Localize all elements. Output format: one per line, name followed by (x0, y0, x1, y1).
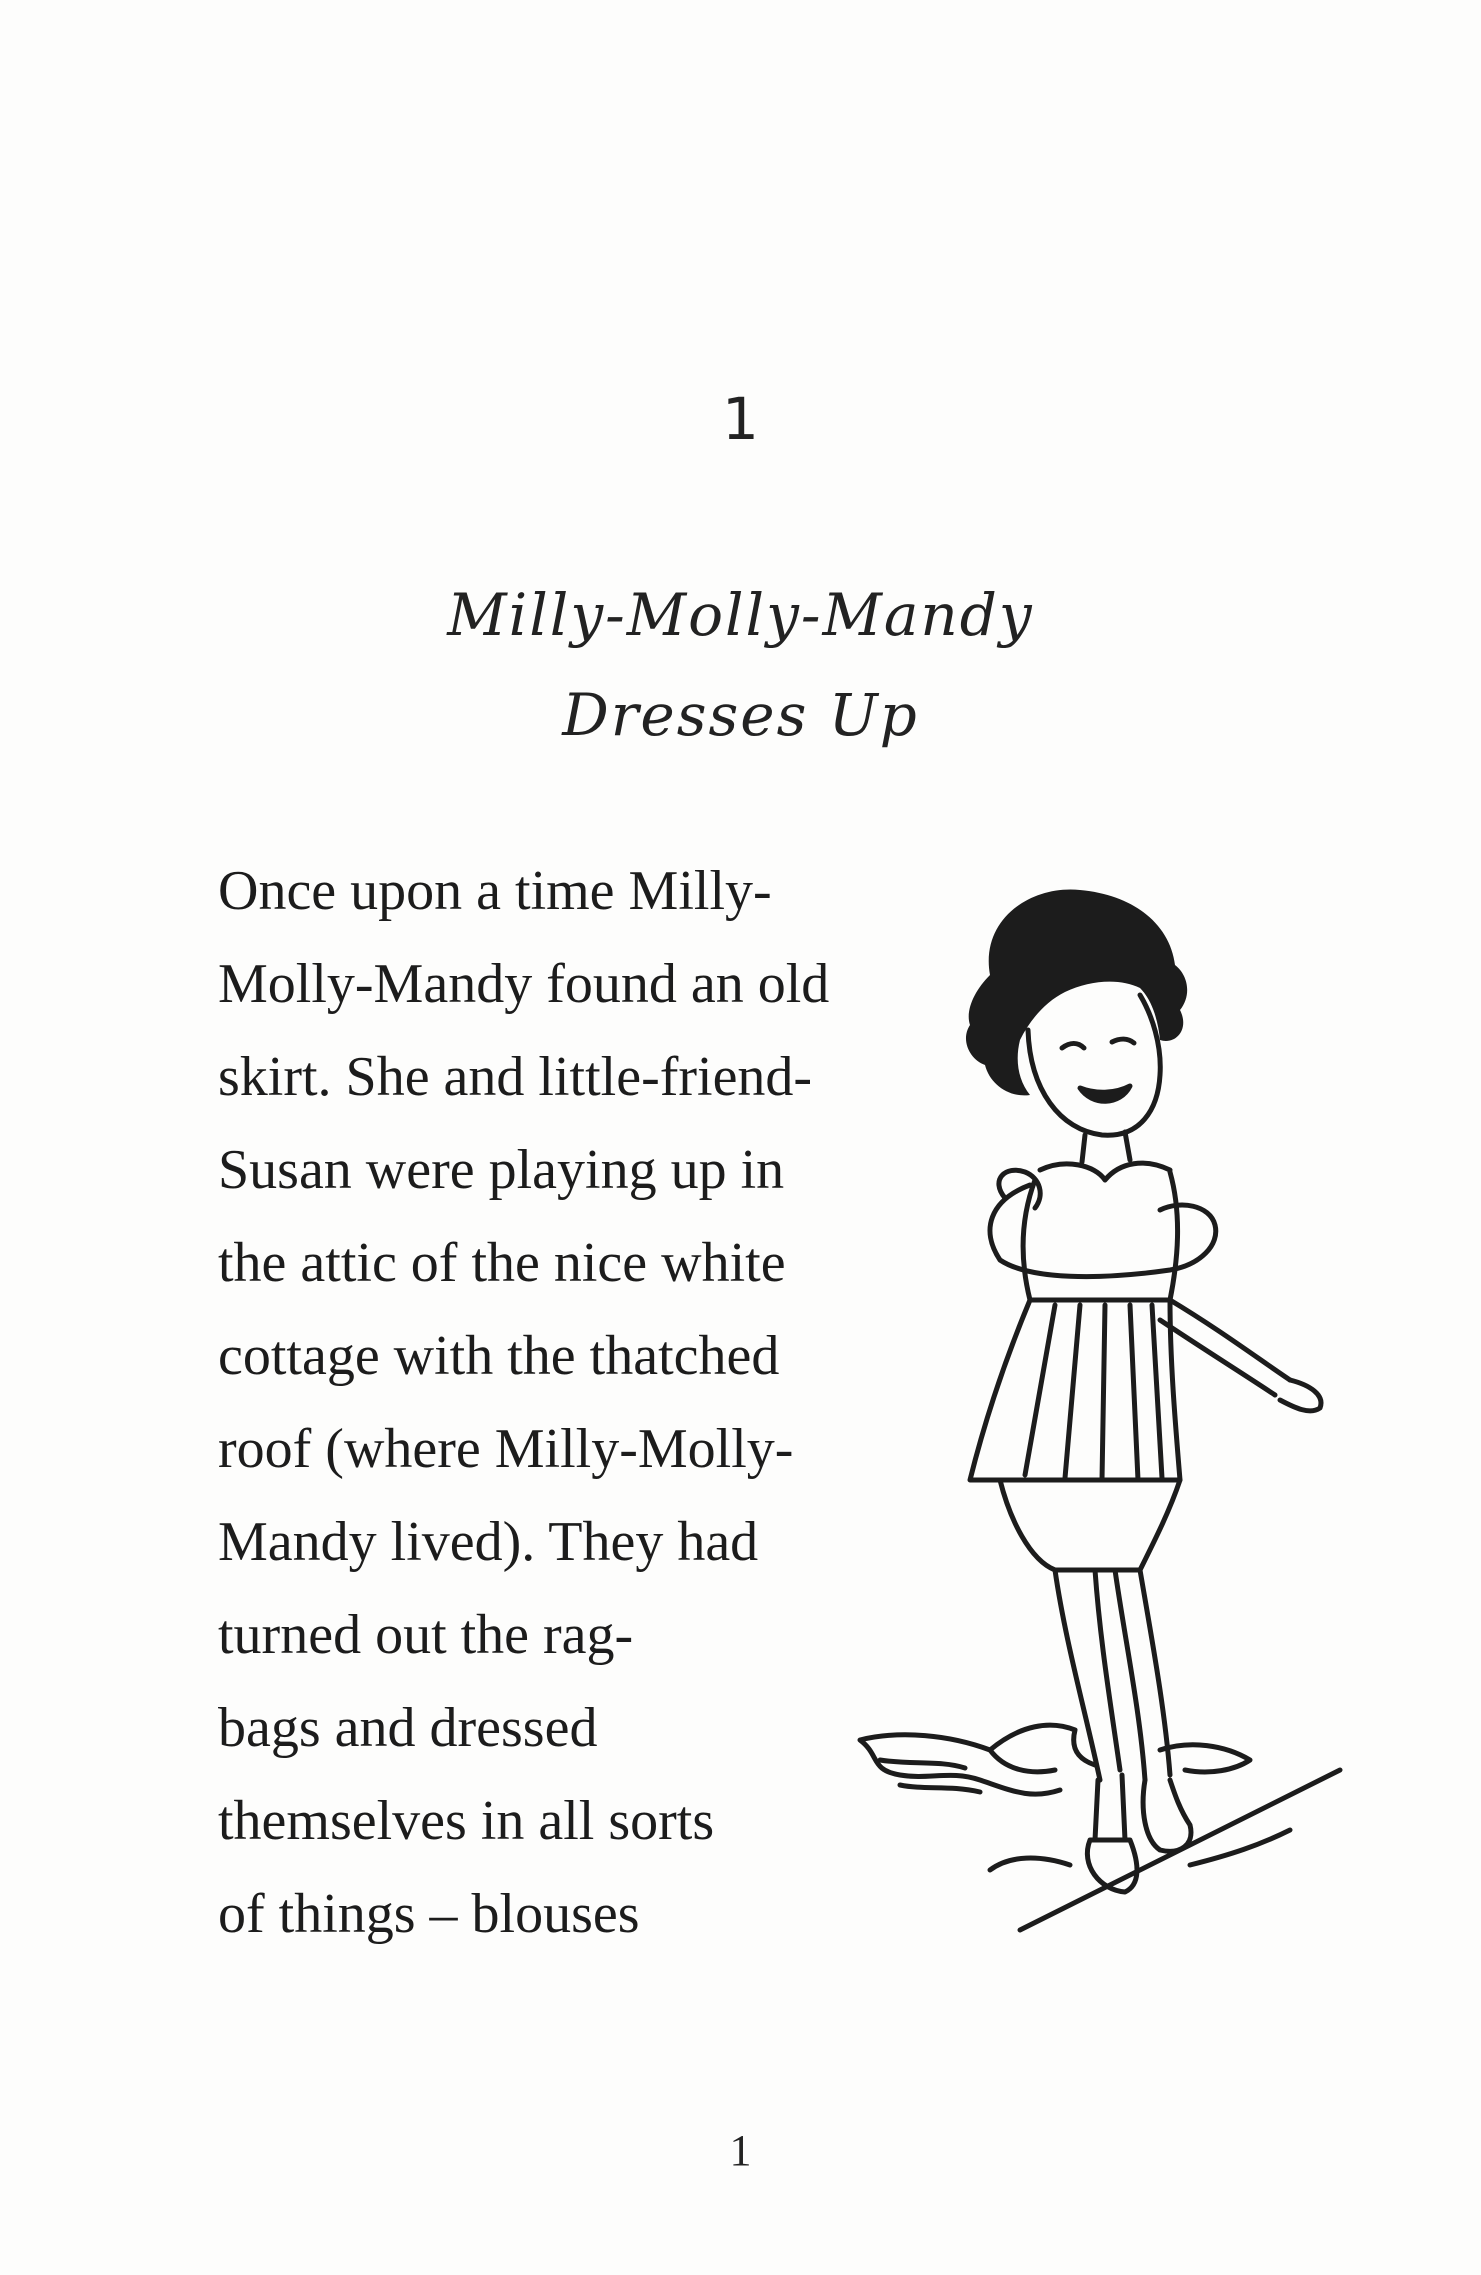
eye-left (1062, 1044, 1084, 1049)
body-line: Once upon a time Milly- (218, 860, 772, 922)
girl-illustration (840, 880, 1360, 1940)
hair-shape (966, 890, 1187, 1096)
skirt-pleat (1130, 1305, 1138, 1480)
floor-line (990, 1858, 1070, 1870)
bodice (1023, 1172, 1178, 1300)
body-line: of things – blouses (218, 1883, 640, 1945)
hand-right (1280, 1380, 1321, 1411)
cloth-pile (860, 1725, 1250, 1794)
body-line: roof (where Milly-Molly- (218, 1418, 794, 1480)
face-outline (1028, 995, 1160, 1135)
skirt-pleat (1025, 1305, 1055, 1475)
skirt-pleat (1152, 1305, 1162, 1478)
body-line: Susan were playing up in (218, 1139, 785, 1201)
shorts (1000, 1480, 1180, 1570)
body-line: bags and dressed (218, 1697, 598, 1759)
skirt-pleat (1102, 1305, 1105, 1480)
body-line: cottage with the thatched (218, 1325, 780, 1387)
chapter-number: 1 (722, 385, 759, 453)
body-line: themselves in all sorts (218, 1790, 715, 1852)
chapter-title-line-2: Dresses Up (562, 681, 919, 749)
chapter-title-line-1: Milly-Molly-Mandy (447, 581, 1034, 649)
page-number: 1 (729, 2126, 752, 2175)
shoe-right (1143, 1780, 1191, 1851)
mouth (1080, 1086, 1130, 1101)
body-line: Molly-Mandy found an old (218, 953, 830, 1015)
leg-left (1055, 1570, 1120, 1780)
body-text (218, 845, 938, 1961)
sock-left (1095, 1775, 1125, 1840)
eye-right (1112, 1039, 1134, 1043)
collar (1040, 1163, 1170, 1180)
arm-lower (1160, 1300, 1290, 1395)
body-line: skirt. She and little-friend- (218, 1046, 813, 1108)
chapter-title (0, 565, 1481, 765)
body-line: Mandy lived). They had (218, 1511, 759, 1573)
floor-line (1020, 1770, 1340, 1930)
body-line: turned out the rag- (218, 1604, 634, 1666)
body-line: the attic of the nice white (218, 1232, 786, 1294)
skirt-pleat (1065, 1305, 1080, 1478)
